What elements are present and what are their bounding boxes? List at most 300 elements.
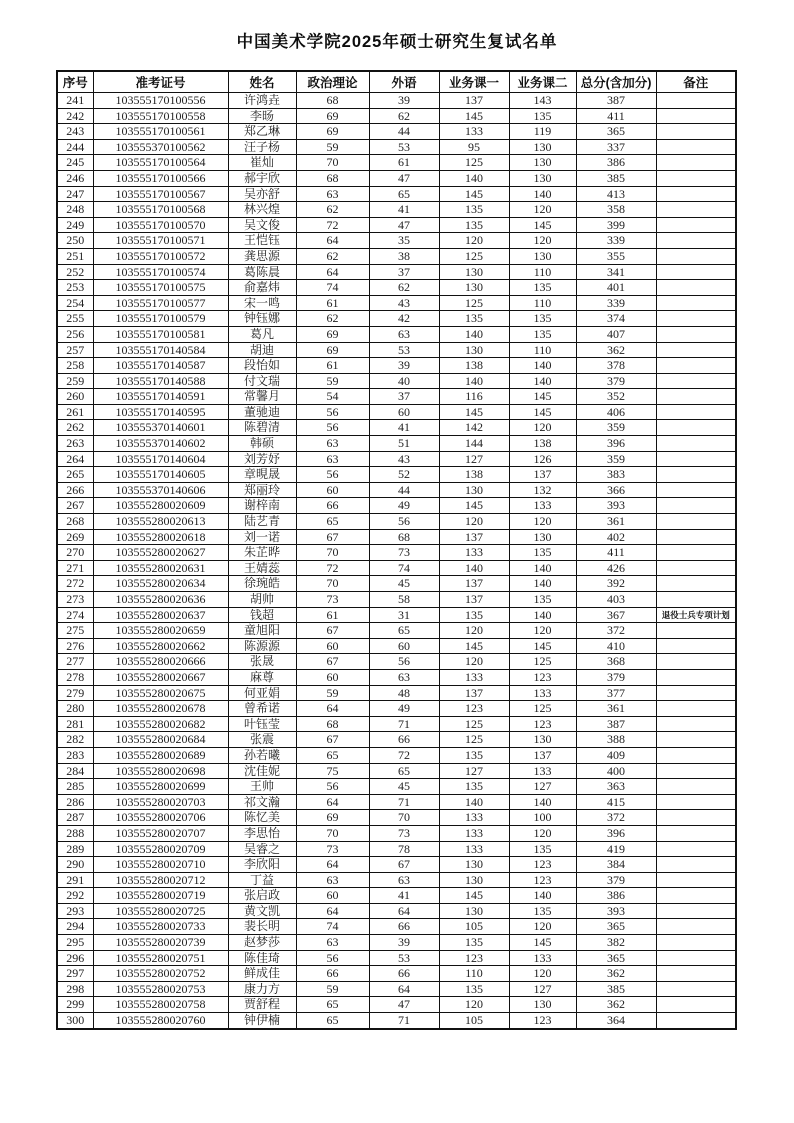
table-cell: 400 [576,763,656,779]
table-cell [656,716,736,732]
table-cell: 103555170100581 [93,326,228,342]
table-cell: 56 [369,654,439,670]
table-row [57,404,736,420]
table-cell: 103555280020739 [93,935,228,951]
table-cell: 140 [439,560,509,576]
table-row [57,825,736,841]
table-cell: 53 [369,342,439,358]
table-cell: 72 [369,747,439,763]
table-cell: 385 [576,170,656,186]
table-row [57,202,736,218]
table-row [57,342,736,358]
table-cell: 103555170100568 [93,202,228,218]
table-cell: 张晟 [228,654,296,670]
table-cell: 103555170140587 [93,358,228,374]
table-row [57,108,736,124]
table-cell: 56 [296,950,369,966]
table-cell: 133 [509,763,576,779]
table-cell: 268 [57,514,93,530]
table-cell: 64 [296,903,369,919]
table-cell: 140 [509,888,576,904]
table-cell [656,966,736,982]
table-row [57,482,736,498]
table-row [57,857,736,873]
table-cell: 61 [296,358,369,374]
table-cell: 364 [576,1013,656,1029]
table-cell [656,233,736,249]
table-cell: 409 [576,747,656,763]
table-row [57,997,736,1013]
table-cell: 399 [576,217,656,233]
table-cell: 145 [509,217,576,233]
table-cell: 曾希诺 [228,701,296,717]
table-cell: 298 [57,981,93,997]
table-cell: 130 [439,857,509,873]
table-cell: 402 [576,529,656,545]
table-cell [656,264,736,280]
table-cell: 103555280020712 [93,872,228,888]
table-cell: 372 [576,810,656,826]
table-cell: 吴文俊 [228,217,296,233]
table-cell [656,981,736,997]
table-cell: 49 [369,498,439,514]
table-cell: 53 [369,139,439,155]
table-cell: 37 [369,389,439,405]
table-cell: 135 [509,326,576,342]
table-row [57,233,736,249]
table-cell: 47 [369,170,439,186]
table-cell: 64 [369,981,439,997]
table-cell: 69 [296,810,369,826]
table-cell: 103555170100561 [93,124,228,140]
table-cell [656,903,736,919]
table-cell: 103555280020719 [93,888,228,904]
table-cell: 140 [439,794,509,810]
table-row [57,607,736,623]
table-row [57,248,736,264]
table-cell: 48 [369,685,439,701]
column-header: 业务课一 [439,71,509,93]
table-cell: 130 [439,264,509,280]
table-cell: 132 [509,482,576,498]
table-cell: 103555280020631 [93,560,228,576]
table-cell: 刘一诺 [228,529,296,545]
table-cell: 103555370140601 [93,420,228,436]
table-cell: 66 [369,732,439,748]
table-cell: 61 [296,295,369,311]
table-cell: 103555170100577 [93,295,228,311]
table-cell: 393 [576,903,656,919]
table-cell: 71 [369,716,439,732]
table-cell: 123 [509,857,576,873]
table-cell: 133 [439,825,509,841]
table-cell: 103555280020667 [93,669,228,685]
table-cell: 255 [57,311,93,327]
table-cell: 135 [439,311,509,327]
table-cell: 110 [509,342,576,358]
table-cell: 103555280020609 [93,498,228,514]
table-cell: 396 [576,825,656,841]
table-cell: 67 [296,529,369,545]
table-cell: 103555170140605 [93,467,228,483]
table-row [57,217,736,233]
table-row [57,747,736,763]
table-cell: 294 [57,919,93,935]
table-cell: 368 [576,654,656,670]
table-cell: 73 [296,592,369,608]
table-cell: 283 [57,747,93,763]
table-row [57,358,736,374]
table-cell [656,451,736,467]
table-cell: 徐琬皓 [228,576,296,592]
table-cell: 384 [576,857,656,873]
table-cell: 379 [576,669,656,685]
table-cell [656,592,736,608]
table-cell: 59 [296,373,369,389]
table-cell [656,872,736,888]
table-cell: 284 [57,763,93,779]
table-cell: 63 [296,935,369,951]
table-cell: 135 [509,108,576,124]
table-cell: 125 [439,295,509,311]
table-cell: 39 [369,93,439,109]
table-cell: 120 [439,997,509,1013]
table-cell: 69 [296,124,369,140]
table-cell: 269 [57,529,93,545]
table-cell: 337 [576,139,656,155]
table-row [57,794,736,810]
table-cell: 78 [369,841,439,857]
table-cell: 童旭阳 [228,623,296,639]
table-cell: 67 [296,623,369,639]
table-cell: 47 [369,217,439,233]
table-cell: 358 [576,202,656,218]
table-cell: 120 [439,514,509,530]
table-cell: 252 [57,264,93,280]
table-cell: 295 [57,935,93,951]
table-row [57,264,736,280]
table-cell: 135 [439,217,509,233]
table-cell: 407 [576,326,656,342]
table-cell: 郑丽玲 [228,482,296,498]
table-cell: 叶钰莹 [228,716,296,732]
table-cell: 64 [296,701,369,717]
table-cell: 41 [369,202,439,218]
table-cell: 康力方 [228,981,296,997]
table-cell: 120 [509,420,576,436]
table-cell: 285 [57,779,93,795]
table-cell: 286 [57,794,93,810]
table-cell: 379 [576,872,656,888]
table-cell: 胡迪 [228,342,296,358]
table-cell: 361 [576,514,656,530]
table-cell: 272 [57,576,93,592]
table-cell: 137 [439,529,509,545]
table-cell: 110 [509,295,576,311]
table-cell: 李思怡 [228,825,296,841]
table-cell: 65 [296,997,369,1013]
table-cell: 359 [576,451,656,467]
table-cell: 103555280020753 [93,981,228,997]
table-cell [656,763,736,779]
table-cell: 62 [296,248,369,264]
table-cell: 243 [57,124,93,140]
table-cell [656,950,736,966]
table-cell: 385 [576,981,656,997]
table-cell: 103555170100575 [93,280,228,296]
table-cell: 403 [576,592,656,608]
table-cell: 256 [57,326,93,342]
table-cell: 103555170140591 [93,389,228,405]
table-cell: 103555170100567 [93,186,228,202]
table-cell [656,794,736,810]
table-row [57,139,736,155]
table-cell: 135 [509,592,576,608]
table-cell [656,124,736,140]
table-cell: 65 [296,1013,369,1029]
table-cell: 249 [57,217,93,233]
table-cell: 38 [369,248,439,264]
table-cell: 王婧蕊 [228,560,296,576]
table-cell: 沈佳妮 [228,763,296,779]
table-cell: 105 [439,919,509,935]
table-cell: 56 [296,779,369,795]
table-cell: 411 [576,108,656,124]
table-cell: 133 [509,498,576,514]
table-cell: 120 [509,514,576,530]
table-cell: 李欣阳 [228,857,296,873]
table-cell: 361 [576,701,656,717]
table-cell: 103555280020760 [93,1013,228,1029]
table-cell: 63 [296,872,369,888]
table-cell: 74 [369,560,439,576]
table-cell: 103555170100574 [93,264,228,280]
table-cell: 71 [369,1013,439,1029]
table-cell: 60 [296,482,369,498]
table-cell: 103555280020703 [93,794,228,810]
table-cell: 388 [576,732,656,748]
table-cell: 103555280020710 [93,857,228,873]
table-cell: 125 [439,248,509,264]
table-cell: 299 [57,997,93,1013]
table-cell: 392 [576,576,656,592]
table-cell: 龚思源 [228,248,296,264]
table-cell: 127 [439,763,509,779]
table-row [57,1013,736,1029]
table-cell [656,358,736,374]
table-cell: 135 [439,202,509,218]
table-cell: 103555170140584 [93,342,228,358]
table-cell: 123 [439,701,509,717]
table-cell: 274 [57,607,93,623]
table-cell: 103555280020709 [93,841,228,857]
table-cell: 135 [509,903,576,919]
table-cell: 贾舒程 [228,997,296,1013]
table-cell: 钟钰娜 [228,311,296,327]
table-cell: 王恺钰 [228,233,296,249]
table-cell: 130 [439,903,509,919]
table-cell: 吴睿之 [228,841,296,857]
table-cell [656,576,736,592]
table-row [57,373,736,389]
table-row [57,919,736,935]
table-cell: 288 [57,825,93,841]
table-cell: 103555280020637 [93,607,228,623]
table-row [57,732,736,748]
table-cell: 宋一鸣 [228,295,296,311]
table-cell: 39 [369,358,439,374]
table-cell [656,248,736,264]
table-cell: 130 [509,997,576,1013]
table-cell: 290 [57,857,93,873]
table-cell: 254 [57,295,93,311]
table-cell: 董驰迪 [228,404,296,420]
table-cell: 244 [57,139,93,155]
table-cell: 289 [57,841,93,857]
table-cell: 270 [57,545,93,561]
column-header: 总分(含加分) [576,71,656,93]
table-cell: 359 [576,420,656,436]
table-row [57,779,736,795]
table-cell: 140 [509,373,576,389]
table-row [57,654,736,670]
table-cell [656,202,736,218]
table-cell: 56 [296,420,369,436]
table-cell: 145 [439,186,509,202]
table-cell: 俞嘉炜 [228,280,296,296]
table-cell: 410 [576,638,656,654]
table-cell: 73 [369,825,439,841]
table-cell [656,420,736,436]
table-cell: 65 [369,763,439,779]
table-cell: 60 [296,669,369,685]
table-cell: 140 [509,794,576,810]
table-cell: 260 [57,389,93,405]
table-cell: 379 [576,373,656,389]
table-cell: 145 [439,888,509,904]
table-cell: 吴亦舒 [228,186,296,202]
table-cell: 103555170100571 [93,233,228,249]
table-cell: 65 [369,186,439,202]
table-cell: 127 [439,451,509,467]
table-cell: 271 [57,560,93,576]
table-cell: 56 [296,404,369,420]
table-cell: 137 [439,576,509,592]
table-cell: 陈忆美 [228,810,296,826]
table-cell: 123 [509,872,576,888]
table-row [57,685,736,701]
table-cell: 127 [509,981,576,997]
table-row [57,280,736,296]
table-cell: 366 [576,482,656,498]
table-cell: 140 [509,607,576,623]
table-cell: 133 [439,545,509,561]
table-cell: 73 [296,841,369,857]
table-cell: 386 [576,155,656,171]
table-cell [656,93,736,109]
table-cell: 63 [369,872,439,888]
table-cell: 367 [576,607,656,623]
table-cell: 65 [369,623,439,639]
table-cell: 谢梓南 [228,498,296,514]
table-cell [656,841,736,857]
table-cell: 246 [57,170,93,186]
table-row [57,436,736,452]
table-cell: 130 [509,139,576,155]
table-cell [656,467,736,483]
table-cell: 39 [369,935,439,951]
column-header: 外语 [369,71,439,93]
score-table [56,70,737,1030]
table-cell: 125 [439,732,509,748]
table-cell: 68 [369,529,439,545]
table-cell: 120 [439,623,509,639]
table-cell: 62 [369,108,439,124]
table-cell: 退役士兵专项计划 [656,607,736,623]
table-cell: 103555280020684 [93,732,228,748]
table-cell: 63 [369,669,439,685]
table-cell: 王帅 [228,779,296,795]
table-cell: 137 [509,467,576,483]
table-cell: 70 [296,825,369,841]
table-cell [656,498,736,514]
table-cell: 钱超 [228,607,296,623]
table-cell: 145 [509,389,576,405]
table-cell: 70 [296,576,369,592]
table-cell [656,747,736,763]
table-cell: 378 [576,358,656,374]
table-cell: 祁文瀚 [228,794,296,810]
table-cell: 135 [509,545,576,561]
table-cell: 103555170100556 [93,93,228,109]
table-cell: 143 [509,93,576,109]
table-cell: 135 [509,841,576,857]
table-cell: 裴长明 [228,919,296,935]
table-cell: 45 [369,779,439,795]
table-cell: 383 [576,467,656,483]
table-row [57,810,736,826]
table-cell: 140 [439,326,509,342]
table-cell: 120 [439,233,509,249]
table-cell [656,997,736,1013]
table-cell: 386 [576,888,656,904]
table-cell [656,436,736,452]
table-cell: 103555280020678 [93,701,228,717]
table-cell: 68 [296,170,369,186]
table-cell: 262 [57,420,93,436]
table-cell: 103555280020618 [93,529,228,545]
table-cell: 64 [296,264,369,280]
table-cell: 291 [57,872,93,888]
table-cell: 120 [439,654,509,670]
table-cell: 103555280020634 [93,576,228,592]
table-cell: 葛凡 [228,326,296,342]
table-cell: 135 [439,981,509,997]
table-row [57,124,736,140]
table-cell [656,560,736,576]
table-cell: 401 [576,280,656,296]
table-cell: 130 [439,482,509,498]
table-row [57,514,736,530]
table-cell: 51 [369,436,439,452]
table-cell [656,482,736,498]
table-cell: 69 [296,342,369,358]
table-cell [656,514,736,530]
table-cell [656,108,736,124]
table-cell: 42 [369,311,439,327]
table-row [57,669,736,685]
table-cell: 63 [296,436,369,452]
